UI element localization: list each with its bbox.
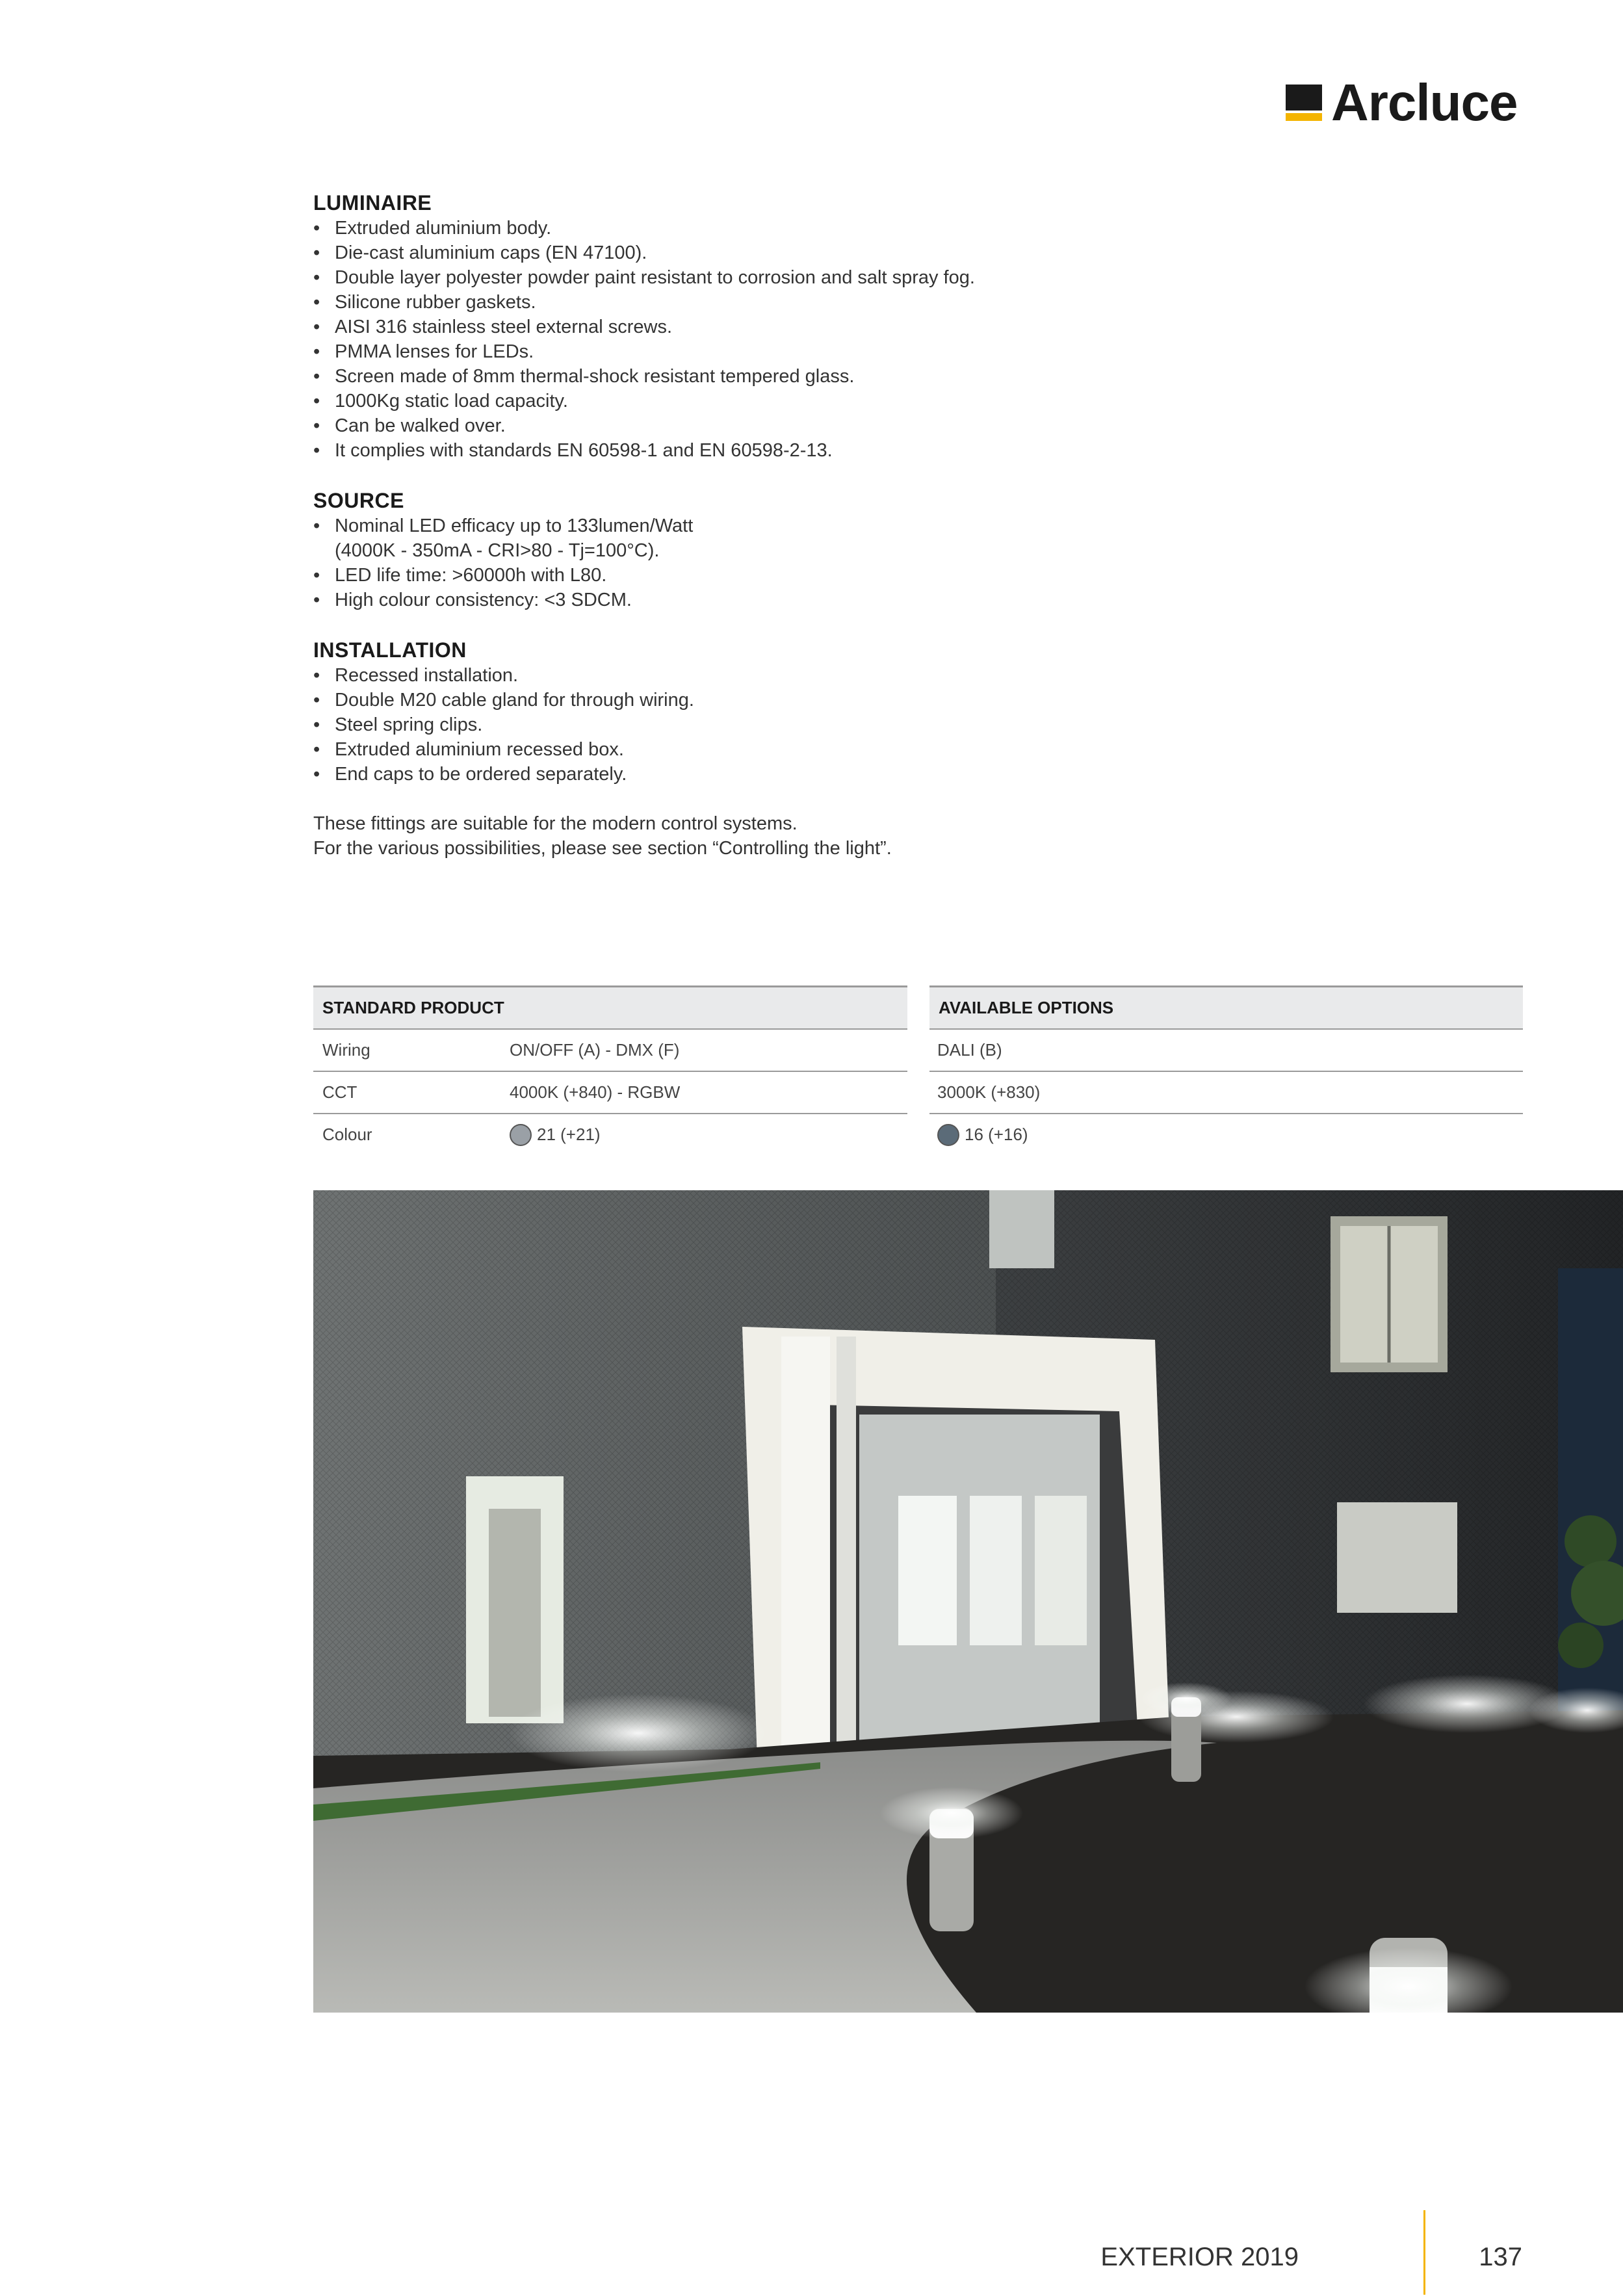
list-item: • It complies with standards EN 60598-1 and EN 60598-2-13. bbox=[313, 440, 833, 461]
row-label: Wiring bbox=[322, 1040, 370, 1060]
table-row bbox=[313, 1072, 907, 1114]
row-value: 4000K (+840) - RGBW bbox=[510, 1082, 681, 1102]
available-options-header: AVAILABLE OPTIONS bbox=[929, 987, 1523, 1030]
spec-text bbox=[313, 190, 1223, 861]
list-item: • Steel spring clips. bbox=[313, 714, 483, 735]
list-item: • End caps to be ordered separately. bbox=[313, 764, 627, 785]
list-item: • LED life time: >60000h with L80. bbox=[313, 565, 607, 586]
list-item: • Nominal LED efficacy up to 133lumen/Watt (4000K - 350mA - CRI>80 - Tj=100°C). bbox=[313, 515, 694, 561]
section-source bbox=[313, 488, 1223, 612]
table-row bbox=[929, 1114, 1523, 1155]
option-value: 3000K (+830) bbox=[937, 1082, 1041, 1102]
list-item: • Extruded aluminium recessed box. bbox=[313, 739, 624, 760]
list-item: • Recessed installation. bbox=[313, 665, 519, 686]
list-item: • Silicone rubber gaskets. bbox=[313, 292, 536, 313]
standard-product-table bbox=[313, 985, 907, 1155]
note-line: For the various possibilities, please see section “Controlling the light”. bbox=[313, 838, 892, 859]
list-item: • Extruded aluminium body. bbox=[313, 218, 552, 239]
arcluce-logo bbox=[1286, 73, 1518, 131]
section-title-installation: INSTALLATION bbox=[313, 638, 467, 662]
source-list bbox=[313, 514, 1223, 612]
colour-swatch-icon bbox=[937, 1124, 959, 1146]
list-item: • Die-cast aluminium caps (EN 47100). bbox=[313, 242, 647, 263]
section-luminaire bbox=[313, 190, 1223, 463]
list-item: • 1000Kg static load capacity. bbox=[313, 391, 568, 411]
row-label: CCT bbox=[322, 1082, 357, 1102]
logo-mark-icon bbox=[1286, 85, 1322, 121]
colour-swatch-icon bbox=[510, 1124, 532, 1146]
row-label: Colour bbox=[322, 1125, 372, 1144]
section-title-source: SOURCE bbox=[313, 489, 404, 512]
option-value: DALI (B) bbox=[937, 1040, 1002, 1060]
table-row bbox=[929, 1030, 1523, 1072]
installation-list bbox=[313, 663, 1223, 787]
list-item: • High colour consistency: <3 SDCM. bbox=[313, 590, 632, 610]
table-row bbox=[313, 1030, 907, 1072]
row-value: ON/OFF (A) - DMX (F) bbox=[510, 1040, 680, 1060]
list-item: • Can be walked over. bbox=[313, 415, 506, 436]
option-value: 16 (+16) bbox=[965, 1125, 1028, 1144]
list-item: • PMMA lenses for LEDs. bbox=[313, 341, 534, 362]
page-number: 137 bbox=[1479, 2243, 1522, 2271]
list-item: • Screen made of 8mm thermal-shock resistant tempered glass. bbox=[313, 366, 855, 387]
luminaire-list bbox=[313, 216, 1223, 463]
note-line: These fittings are suitable for the modern control systems. bbox=[313, 813, 798, 834]
available-options-table bbox=[929, 985, 1523, 1155]
page-footer bbox=[1100, 2210, 1527, 2295]
table-row bbox=[313, 1114, 907, 1155]
list-item: • AISI 316 stainless steel external screws. bbox=[313, 317, 673, 337]
table-row bbox=[929, 1072, 1523, 1114]
list-item: • Double M20 cable gland for through wiring. bbox=[313, 690, 694, 711]
control-systems-note bbox=[313, 811, 1223, 861]
logo-text: Arcluce bbox=[1331, 73, 1518, 131]
section-title-luminaire: LUMINAIRE bbox=[313, 191, 432, 215]
section-installation bbox=[313, 637, 1223, 787]
list-item: • Double layer polyester powder paint resistant to corrosion and salt spray fog. bbox=[313, 267, 975, 288]
footer-divider bbox=[1423, 2210, 1425, 2295]
standard-product-header: STANDARD PRODUCT bbox=[313, 987, 907, 1030]
row-value: 21 (+21) bbox=[537, 1125, 601, 1144]
installation-photo bbox=[313, 1190, 1623, 2013]
footer-section-name: EXTERIOR 2019 bbox=[1100, 2243, 1299, 2271]
